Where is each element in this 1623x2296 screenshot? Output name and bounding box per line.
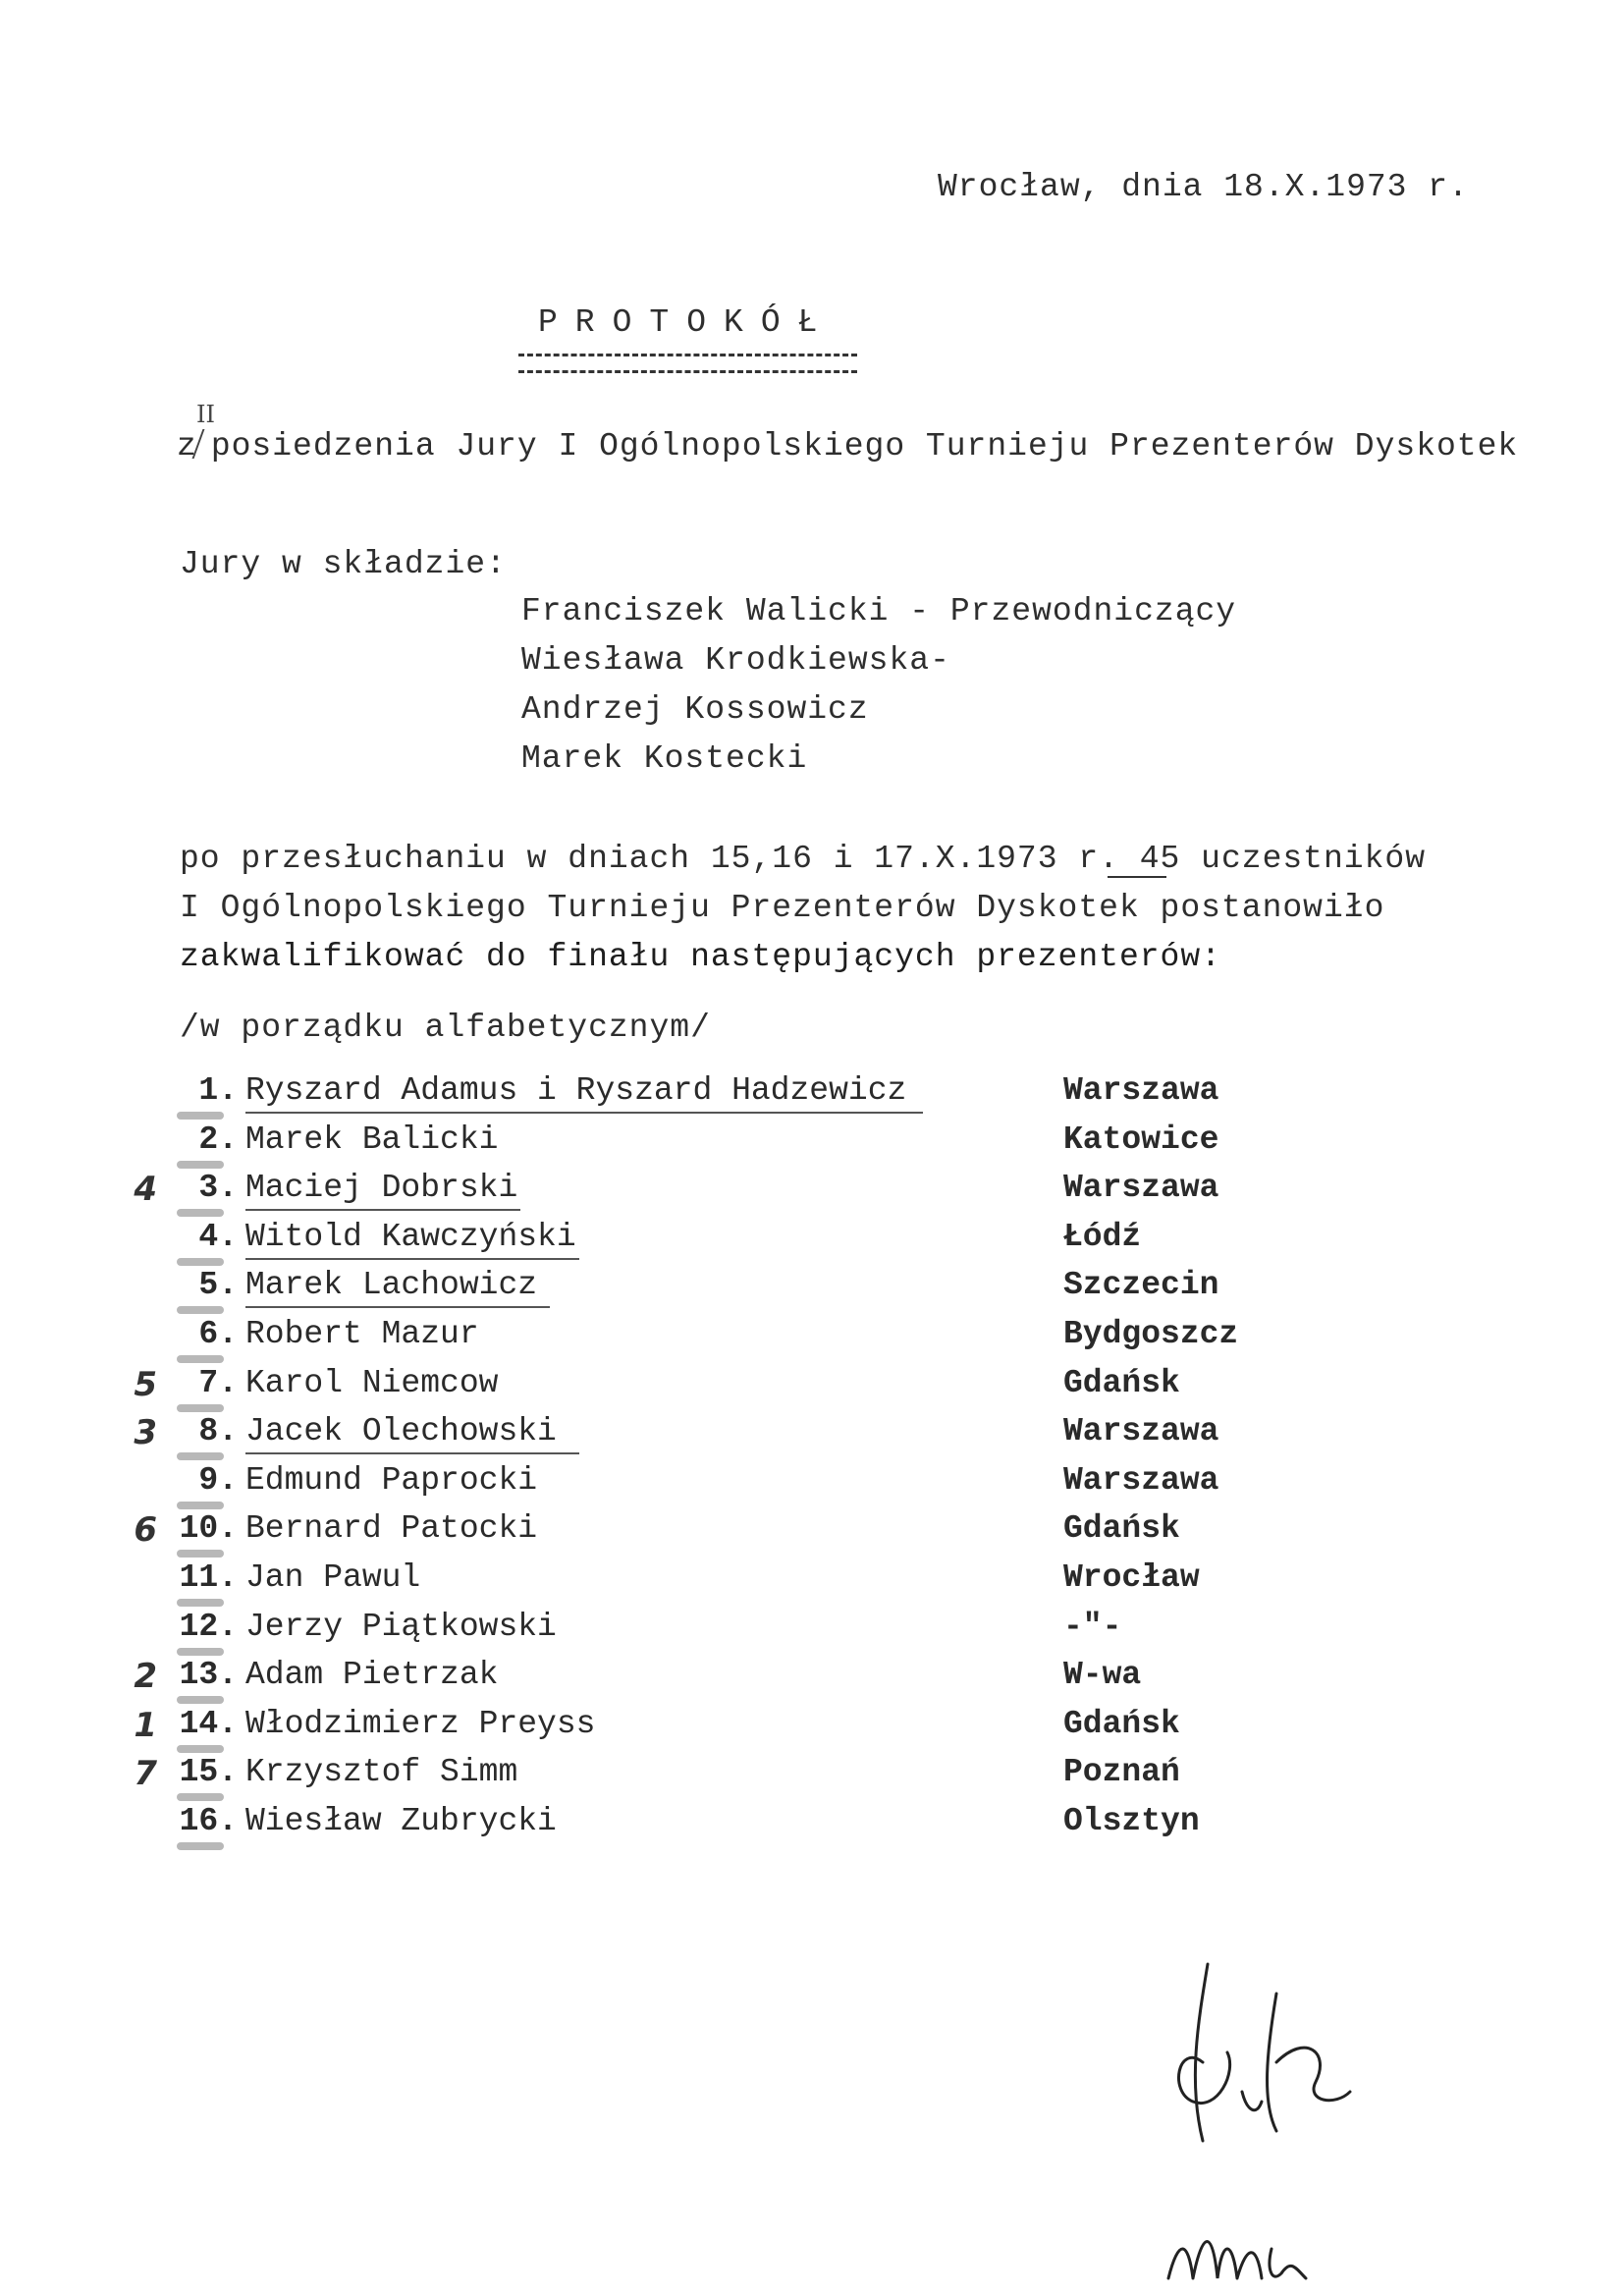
finalist-name: Jerzy Piątkowski bbox=[245, 1608, 557, 1645]
name-underline bbox=[245, 1306, 550, 1308]
finalist-name: Krzysztof Simm bbox=[245, 1754, 518, 1791]
finalist-row bbox=[0, 1267, 1623, 1312]
finalist-city: Warszawa bbox=[1063, 1461, 1219, 1499]
handwritten-rank: 5 bbox=[134, 1364, 157, 1404]
finalist-city: Wrocław bbox=[1063, 1559, 1200, 1596]
finalist-row bbox=[0, 1462, 1623, 1507]
finalist-name: Marek Balicki bbox=[245, 1121, 499, 1158]
finalist-name: Bernard Patocki bbox=[245, 1510, 538, 1548]
finalist-city: Łódź bbox=[1063, 1218, 1142, 1255]
number-highlight-mark bbox=[177, 1258, 224, 1266]
finalist-number: 14. bbox=[179, 1705, 238, 1742]
finalist-number: 13. bbox=[179, 1657, 238, 1694]
handwritten-rank: 2 bbox=[134, 1657, 157, 1697]
finalist-name: Jacek Olechowski bbox=[245, 1413, 557, 1450]
number-highlight-mark bbox=[177, 1306, 224, 1314]
finalist-number: 8. bbox=[198, 1413, 238, 1450]
handwritten-roman-numeral: II bbox=[196, 401, 215, 428]
finalist-city: Warszawa bbox=[1063, 1170, 1219, 1207]
finalist-name: Robert Mazur bbox=[245, 1316, 479, 1352]
finalist-name: Ryszard Adamus i Ryszard Hadzewicz bbox=[245, 1072, 907, 1109]
finalist-city: Olsztyn bbox=[1063, 1803, 1200, 1839]
count-underline bbox=[1108, 876, 1166, 878]
finalist-row bbox=[0, 1510, 1623, 1556]
finalist-row bbox=[0, 1170, 1623, 1215]
finalist-row bbox=[0, 1072, 1623, 1118]
handwritten-rank: 7 bbox=[134, 1754, 157, 1794]
handwritten-rank: 4 bbox=[134, 1170, 157, 1210]
second-signature bbox=[1159, 2200, 1335, 2288]
finalist-number: 2. bbox=[198, 1121, 238, 1158]
finalist-name: Marek Lachowicz bbox=[245, 1267, 538, 1304]
jury-member: Wiesława Krodkiewska- bbox=[521, 642, 950, 679]
finalist-row bbox=[0, 1413, 1623, 1458]
finalist-row bbox=[0, 1657, 1623, 1702]
finalist-city: Warszawa bbox=[1063, 1072, 1219, 1109]
finalist-number: 15. bbox=[179, 1754, 238, 1791]
number-highlight-mark bbox=[177, 1404, 224, 1412]
finalist-city: Katowice bbox=[1063, 1121, 1219, 1158]
number-highlight-mark bbox=[177, 1842, 224, 1850]
name-underline bbox=[245, 1452, 579, 1454]
jury-signature bbox=[1149, 1944, 1404, 2160]
jury-label: Jury w składzie: bbox=[180, 546, 507, 582]
finalist-city: Gdańsk bbox=[1063, 1364, 1180, 1401]
subtitle-text: posiedzenia Jury I Ogólnopolskiego Turnieju Prezenterów Dyskotek bbox=[210, 428, 1519, 465]
finalist-city: Poznań bbox=[1063, 1754, 1180, 1791]
finalist-row bbox=[0, 1219, 1623, 1264]
finalist-city: -"- bbox=[1063, 1608, 1122, 1645]
decision-line-2: I Ogólnopolskiego Turnieju Prezenterów Dyskotek postanowiło bbox=[180, 890, 1385, 926]
finalist-number: 3. bbox=[198, 1170, 238, 1207]
number-highlight-mark bbox=[177, 1599, 224, 1607]
order-note: /w porządku alfabetycznym/ bbox=[180, 1010, 711, 1046]
finalist-number: 6. bbox=[198, 1316, 238, 1352]
jury-member: Franciszek Walicki - Przewodniczący bbox=[521, 593, 1237, 629]
finalist-name: Jan Pawul bbox=[245, 1559, 421, 1596]
finalist-city: Gdańsk bbox=[1063, 1705, 1180, 1742]
finalist-name: Karol Niemcow bbox=[245, 1364, 499, 1401]
finalist-city: W-wa bbox=[1063, 1657, 1142, 1694]
handwritten-rank: 6 bbox=[134, 1510, 157, 1551]
finalist-city: Bydgoszcz bbox=[1063, 1316, 1239, 1352]
finalist-number: 16. bbox=[179, 1803, 238, 1839]
number-highlight-mark bbox=[177, 1502, 224, 1509]
jury-member: Marek Kostecki bbox=[521, 740, 808, 777]
finalist-name: Maciej Dobrski bbox=[245, 1170, 518, 1207]
finalist-number: 5. bbox=[198, 1267, 238, 1304]
number-highlight-mark bbox=[177, 1452, 224, 1460]
finalist-number: 10. bbox=[179, 1510, 238, 1548]
finalist-name: Adam Pietrzak bbox=[245, 1657, 499, 1694]
number-highlight-mark bbox=[177, 1550, 224, 1558]
handwritten-rank: 1 bbox=[134, 1705, 157, 1745]
handwritten-rank: 3 bbox=[134, 1413, 157, 1453]
jury-member: Andrzej Kossowicz bbox=[521, 691, 869, 728]
number-highlight-mark bbox=[177, 1209, 224, 1217]
finalist-number: 4. bbox=[198, 1218, 238, 1255]
finalist-row bbox=[0, 1609, 1623, 1654]
number-highlight-mark bbox=[177, 1355, 224, 1363]
finalist-city: Gdańsk bbox=[1063, 1510, 1180, 1548]
name-underline bbox=[245, 1209, 520, 1211]
finalist-name: Włodzimierz Preyss bbox=[245, 1705, 596, 1742]
number-highlight-mark bbox=[177, 1696, 224, 1704]
finalist-row bbox=[0, 1316, 1623, 1361]
finalist-number: 7. bbox=[198, 1364, 238, 1401]
name-underline bbox=[245, 1258, 579, 1260]
finalist-row bbox=[0, 1121, 1623, 1167]
number-highlight-mark bbox=[177, 1161, 224, 1169]
finalist-city: Szczecin bbox=[1063, 1267, 1219, 1304]
document-subtitle bbox=[177, 428, 1518, 465]
number-highlight-mark bbox=[177, 1745, 224, 1753]
finalist-number: 1. bbox=[198, 1072, 238, 1109]
place-date: Wrocław, dnia 18.X.1973 r. bbox=[938, 169, 1469, 205]
finalist-number: 12. bbox=[179, 1608, 238, 1645]
number-highlight-mark bbox=[177, 1793, 224, 1801]
finalist-city: Warszawa bbox=[1063, 1413, 1219, 1450]
document-title: PROTOKÓŁ bbox=[538, 304, 836, 341]
subtitle-prefix: z bbox=[177, 428, 197, 465]
decision-line-3: zakwalifikować do finału następujących prezenterów: bbox=[180, 939, 1221, 975]
finalist-row bbox=[0, 1706, 1623, 1751]
finalist-name: Wiesław Zubrycki bbox=[245, 1803, 557, 1839]
finalist-number: 9. bbox=[198, 1461, 238, 1499]
finalist-number: 11. bbox=[179, 1559, 238, 1596]
finalist-row bbox=[0, 1754, 1623, 1799]
finalist-row bbox=[0, 1803, 1623, 1848]
number-highlight-mark bbox=[177, 1112, 224, 1120]
finalist-name: Witold Kawczyński bbox=[245, 1218, 576, 1255]
number-highlight-mark bbox=[177, 1648, 224, 1656]
finalist-name: Edmund Paprocki bbox=[245, 1461, 538, 1499]
name-underline bbox=[245, 1112, 923, 1114]
finalist-row bbox=[0, 1559, 1623, 1605]
title-double-underline bbox=[518, 354, 857, 373]
decision-line-1: po przesłuchaniu w dniach 15,16 i 17.X.1973 r. 45 uczestników bbox=[180, 841, 1426, 877]
finalist-row bbox=[0, 1365, 1623, 1410]
